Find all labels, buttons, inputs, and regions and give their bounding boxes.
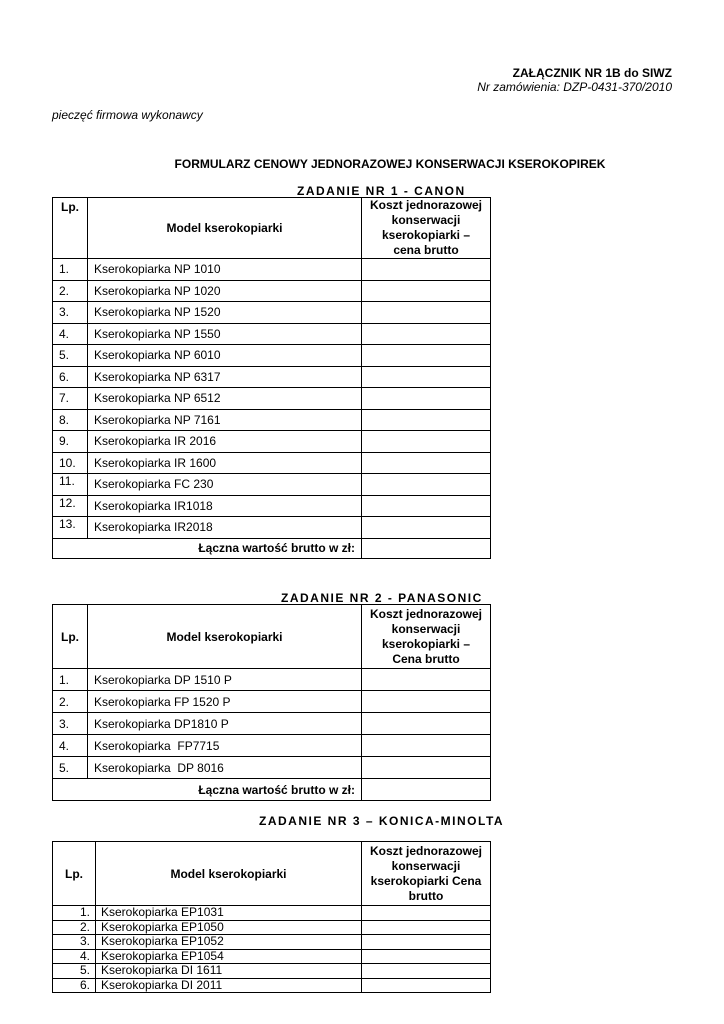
- row-number: 1.: [53, 669, 88, 691]
- price-cell[interactable]: [362, 302, 491, 324]
- price-cell[interactable]: [362, 964, 491, 979]
- price-cell[interactable]: [362, 495, 491, 517]
- header-lp: Lp.: [53, 198, 88, 259]
- row-number: 8.: [53, 409, 88, 431]
- table-row: [53, 259, 491, 281]
- table-row: [53, 323, 491, 345]
- row-number: 2.: [53, 920, 96, 935]
- model-name: Kserokopiarka NP 1520: [88, 302, 362, 324]
- table-row: [53, 345, 491, 367]
- form-title: FORMULARZ CENOWY JEDNORAZOWEJ KONSERWACJI KSEROKOPIREK: [174, 157, 606, 171]
- table-row: [53, 757, 491, 779]
- model-name: Kserokopiarka IR1018: [88, 495, 362, 517]
- task-3-table: [52, 841, 491, 993]
- price-cell[interactable]: [362, 978, 491, 993]
- model-name: Kserokopiarka NP 6317: [88, 366, 362, 388]
- task-2-table: [52, 604, 491, 801]
- row-number: 4.: [53, 735, 88, 757]
- model-name: Kserokopiarka NP 1020: [88, 280, 362, 302]
- task-2-title: ZADANIE NR 2 - PANASONIC: [281, 591, 483, 605]
- model-name: Kserokopiarka FP 1520 P: [88, 691, 362, 713]
- table-row: [53, 366, 491, 388]
- task-1-table: [52, 197, 491, 559]
- task-1-title: ZADANIE NR 1 - CANON: [297, 184, 466, 198]
- model-name: Kserokopiarka NP 6512: [88, 388, 362, 410]
- header-cost: Koszt jednorazowej konserwacji kserokopiarki – Cena brutto: [362, 605, 491, 669]
- row-number: 6.: [53, 366, 88, 388]
- price-cell[interactable]: [362, 452, 491, 474]
- table-row: [53, 409, 491, 431]
- row-number: 5.: [53, 964, 96, 979]
- model-name: Kserokopiarka NP 6010: [88, 345, 362, 367]
- table-row: [53, 669, 491, 691]
- header-model: Model kserokopiarki: [96, 842, 362, 906]
- table-row: [53, 920, 491, 935]
- row-number: 12.: [53, 495, 88, 517]
- price-cell[interactable]: [362, 280, 491, 302]
- row-number: 3.: [53, 713, 88, 735]
- table-row: [53, 452, 491, 474]
- model-name: Kserokopiarka IR2018: [88, 517, 362, 539]
- model-name: Kserokopiarka IR 2016: [88, 431, 362, 453]
- price-cell[interactable]: [362, 517, 491, 539]
- company-stamp-label: pieczęć firmowa wykonawcy: [52, 108, 203, 122]
- price-cell[interactable]: [362, 920, 491, 935]
- price-cell[interactable]: [362, 935, 491, 950]
- total-label: Łączna wartość brutto w zł:: [53, 538, 362, 558]
- price-cell[interactable]: [362, 366, 491, 388]
- table-row: [53, 495, 491, 517]
- model-name: Kserokopiarka NP 1550: [88, 323, 362, 345]
- total-label: Łączna wartość brutto w zł:: [53, 779, 362, 801]
- model-name: Kserokopiarka DI 1611: [96, 964, 362, 979]
- row-number: 9.: [53, 431, 88, 453]
- total-value-cell[interactable]: [362, 779, 491, 801]
- row-number: 3.: [53, 302, 88, 324]
- model-name: Kserokopiarka FP7715: [88, 735, 362, 757]
- attachment-title: ZAŁĄCZNIK NR 1B do SIWZ: [512, 66, 672, 80]
- model-name: Kserokopiarka DI 2011: [96, 978, 362, 993]
- model-name: Kserokopiarka NP 7161: [88, 409, 362, 431]
- row-number: 10.: [53, 452, 88, 474]
- price-cell[interactable]: [362, 757, 491, 779]
- model-name: Kserokopiarka EP1031: [96, 906, 362, 921]
- header-cost: Koszt jednorazowej konserwacji kserokopiarki – cena brutto: [362, 198, 491, 259]
- row-number: 5.: [53, 757, 88, 779]
- price-cell[interactable]: [362, 906, 491, 921]
- row-number: 6.: [53, 978, 96, 993]
- model-name: Kserokopiarka NP 1010: [88, 259, 362, 281]
- price-cell[interactable]: [362, 474, 491, 496]
- table-row: [53, 302, 491, 324]
- price-cell[interactable]: [362, 949, 491, 964]
- total-value-cell[interactable]: [362, 538, 491, 558]
- row-number: 7.: [53, 388, 88, 410]
- table-row: [53, 735, 491, 757]
- price-cell[interactable]: [362, 713, 491, 735]
- header-lp: Lp.: [53, 842, 96, 906]
- order-number: Nr zamówienia: DZP-0431-370/2010: [477, 80, 672, 94]
- model-name: Kserokopiarka EP1054: [96, 949, 362, 964]
- price-cell[interactable]: [362, 669, 491, 691]
- row-number: 3.: [53, 935, 96, 950]
- row-number: 2.: [53, 691, 88, 713]
- row-number: 4.: [53, 323, 88, 345]
- model-name: Kserokopiarka DP 8016: [88, 757, 362, 779]
- price-cell[interactable]: [362, 323, 491, 345]
- table-row: [53, 713, 491, 735]
- table-row: [53, 935, 491, 950]
- price-cell[interactable]: [362, 735, 491, 757]
- table-row: [53, 906, 491, 921]
- row-number: 4.: [53, 949, 96, 964]
- row-number: 2.: [53, 280, 88, 302]
- header-lp: Lp.: [53, 605, 88, 669]
- table-row: [53, 964, 491, 979]
- price-cell[interactable]: [362, 388, 491, 410]
- header-cost: Koszt jednorazowej konserwacji kserokopiarki Cena brutto: [362, 842, 491, 906]
- table-row: [53, 978, 491, 993]
- task-3-title: ZADANIE NR 3 – KONICA-MINOLTA: [259, 814, 505, 828]
- row-number: 11.: [53, 474, 88, 496]
- row-number: 5.: [53, 345, 88, 367]
- table-row: [53, 280, 491, 302]
- model-name: Kserokopiarka EP1052: [96, 935, 362, 950]
- price-cell[interactable]: [362, 345, 491, 367]
- model-name: Kserokopiarka DP1810 P: [88, 713, 362, 735]
- price-cell[interactable]: [362, 259, 491, 281]
- price-cell[interactable]: [362, 691, 491, 713]
- row-number: 1.: [53, 259, 88, 281]
- row-number: 1.: [53, 906, 96, 921]
- table-row: [53, 431, 491, 453]
- table-row: [53, 691, 491, 713]
- row-number: 13.: [53, 517, 88, 539]
- price-cell[interactable]: [362, 409, 491, 431]
- table-row: [53, 388, 491, 410]
- table-row: [53, 517, 491, 539]
- model-name: Kserokopiarka IR 1600: [88, 452, 362, 474]
- header-model: Model kserokopiarki: [88, 605, 362, 669]
- model-name: Kserokopiarka DP 1510 P: [88, 669, 362, 691]
- model-name: Kserokopiarka FC 230: [88, 474, 362, 496]
- table-row: [53, 949, 491, 964]
- table-row: [53, 474, 491, 496]
- price-cell[interactable]: [362, 431, 491, 453]
- header-model: Model kserokopiarki: [88, 198, 362, 259]
- model-name: Kserokopiarka EP1050: [96, 920, 362, 935]
